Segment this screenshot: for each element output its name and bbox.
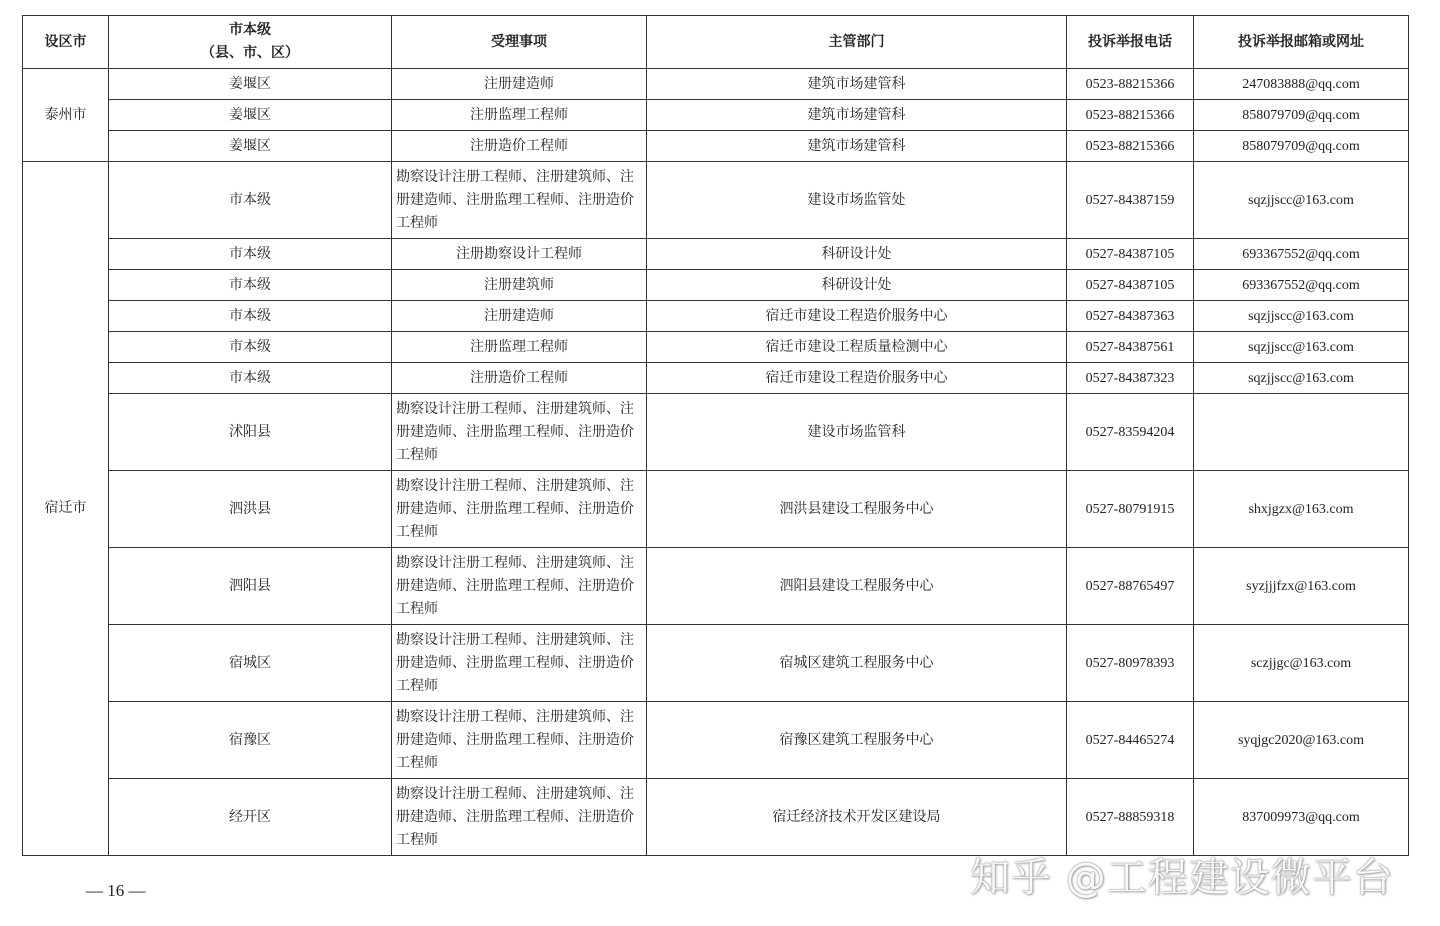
header-dept: 主管部门 (647, 16, 1067, 69)
cell-county: 市本级 (109, 332, 392, 363)
cell-county: 市本级 (109, 239, 392, 270)
cell-dept: 科研设计处 (647, 239, 1067, 270)
table-row (23, 471, 1409, 548)
cell-phone: 0527-80791915 (1067, 471, 1194, 548)
page-number: — 16 — (86, 881, 146, 900)
cell-dept: 建筑市场建管科 (647, 100, 1067, 131)
cell-item: 注册造价工程师 (392, 363, 647, 394)
cell-email: sqzjjscc@163.com (1194, 162, 1409, 239)
cell-item: 注册建筑师 (392, 270, 647, 301)
cell-item: 勘察设计注册工程师、注册建筑师、注册建造师、注册监理工程师、注册造价工程师 (392, 394, 647, 471)
cell-city: 泰州市 (23, 69, 109, 162)
cell-dept: 宿城区建筑工程服务中心 (647, 625, 1067, 702)
header-phone: 投诉举报电话 (1067, 16, 1194, 69)
cell-email: 693367552@qq.com (1194, 239, 1409, 270)
cell-phone: 0527-84387105 (1067, 239, 1194, 270)
cell-phone: 0527-84465274 (1067, 702, 1194, 779)
header-city: 设区市 (23, 16, 109, 69)
cell-email: syqjgc2020@163.com (1194, 702, 1409, 779)
table-row (23, 702, 1409, 779)
cell-item: 勘察设计注册工程师、注册建筑师、注册建造师、注册监理工程师、注册造价工程师 (392, 625, 647, 702)
cell-county: 宿城区 (109, 625, 392, 702)
cell-email (1194, 394, 1409, 471)
cell-email: sqzjjscc@163.com (1194, 363, 1409, 394)
cell-county: 泗阳县 (109, 548, 392, 625)
cell-county: 市本级 (109, 363, 392, 394)
header-item: 受理事项 (392, 16, 647, 69)
cell-phone: 0523-88215366 (1067, 131, 1194, 162)
table-row (23, 363, 1409, 394)
cell-item: 注册造价工程师 (392, 131, 647, 162)
cell-county: 宿豫区 (109, 702, 392, 779)
cell-county: 泗洪县 (109, 471, 392, 548)
cell-phone: 0527-84387363 (1067, 301, 1194, 332)
cell-dept: 泗洪县建设工程服务中心 (647, 471, 1067, 548)
cell-dept: 宿迁市建设工程造价服务中心 (647, 301, 1067, 332)
cell-county: 姜堰区 (109, 69, 392, 100)
cell-dept: 建筑市场建管科 (647, 69, 1067, 100)
table-row (23, 332, 1409, 363)
cell-county: 姜堰区 (109, 100, 392, 131)
cell-dept: 宿豫区建筑工程服务中心 (647, 702, 1067, 779)
table-row (23, 131, 1409, 162)
cell-item: 注册建造师 (392, 301, 647, 332)
cell-item: 注册监理工程师 (392, 332, 647, 363)
cell-dept: 科研设计处 (647, 270, 1067, 301)
cell-item: 注册建造师 (392, 69, 647, 100)
cell-dept: 宿迁市建设工程质量检测中心 (647, 332, 1067, 363)
cell-city: 宿迁市 (23, 162, 109, 856)
cell-phone: 0527-84387561 (1067, 332, 1194, 363)
cell-dept: 建筑市场建管科 (647, 131, 1067, 162)
cell-item: 勘察设计注册工程师、注册建筑师、注册建造师、注册监理工程师、注册造价工程师 (392, 779, 647, 856)
cell-county: 沭阳县 (109, 394, 392, 471)
cell-email: 247083888@qq.com (1194, 69, 1409, 100)
cell-dept: 宿迁市建设工程造价服务中心 (647, 363, 1067, 394)
cell-county: 市本级 (109, 270, 392, 301)
cell-item: 注册监理工程师 (392, 100, 647, 131)
cell-dept: 建设市场监管处 (647, 162, 1067, 239)
table-header-row (23, 16, 1409, 69)
cell-email: sqzjjscc@163.com (1194, 301, 1409, 332)
header-county (109, 16, 392, 69)
cell-phone: 0527-88859318 (1067, 779, 1194, 856)
cell-item: 勘察设计注册工程师、注册建筑师、注册建造师、注册监理工程师、注册造价工程师 (392, 471, 647, 548)
table-row (23, 394, 1409, 471)
cell-email: syzjjjfzx@163.com (1194, 548, 1409, 625)
cell-phone: 0527-88765497 (1067, 548, 1194, 625)
table-row (23, 270, 1409, 301)
cell-phone: 0527-80978393 (1067, 625, 1194, 702)
header-email: 投诉举报邮箱或网址 (1194, 16, 1409, 69)
table-body (23, 69, 1409, 856)
cell-phone: 0523-88215366 (1067, 69, 1194, 100)
cell-item: 注册勘察设计工程师 (392, 239, 647, 270)
cell-phone: 0527-84387105 (1067, 270, 1194, 301)
table-row (23, 625, 1409, 702)
cell-email: sqzjjscc@163.com (1194, 332, 1409, 363)
cell-county: 市本级 (109, 301, 392, 332)
table-row (23, 69, 1409, 100)
table-row (23, 100, 1409, 131)
header-county-line1: 市本级 (229, 22, 271, 38)
cell-item: 勘察设计注册工程师、注册建筑师、注册建造师、注册监理工程师、注册造价工程师 (392, 162, 647, 239)
cell-email: 693367552@qq.com (1194, 270, 1409, 301)
table-row (23, 301, 1409, 332)
cell-item: 勘察设计注册工程师、注册建筑师、注册建造师、注册监理工程师、注册造价工程师 (392, 702, 647, 779)
cell-dept: 宿迁经济技术开发区建设局 (647, 779, 1067, 856)
cell-county: 经开区 (109, 779, 392, 856)
cell-email: sczjjgc@163.com (1194, 625, 1409, 702)
cell-county: 姜堰区 (109, 131, 392, 162)
cell-phone: 0523-88215366 (1067, 100, 1194, 131)
cell-dept: 泗阳县建设工程服务中心 (647, 548, 1067, 625)
table-row (23, 548, 1409, 625)
watermark: 知乎 @工程建设微平台 (970, 855, 1394, 901)
cell-item: 勘察设计注册工程师、注册建筑师、注册建造师、注册监理工程师、注册造价工程师 (392, 548, 647, 625)
cell-phone: 0527-83594204 (1067, 394, 1194, 471)
cell-county: 市本级 (109, 162, 392, 239)
contact-table (22, 15, 1409, 856)
table-row (23, 162, 1409, 239)
header-county-line2: （县、市、区） (201, 45, 299, 61)
cell-phone: 0527-84387323 (1067, 363, 1194, 394)
cell-email: 858079709@qq.com (1194, 100, 1409, 131)
cell-dept: 建设市场监管科 (647, 394, 1067, 471)
table-row (23, 779, 1409, 856)
table-row (23, 239, 1409, 270)
cell-phone: 0527-84387159 (1067, 162, 1194, 239)
cell-email: 837009973@qq.com (1194, 779, 1409, 856)
cell-email: 858079709@qq.com (1194, 131, 1409, 162)
cell-email: shxjgzx@163.com (1194, 471, 1409, 548)
